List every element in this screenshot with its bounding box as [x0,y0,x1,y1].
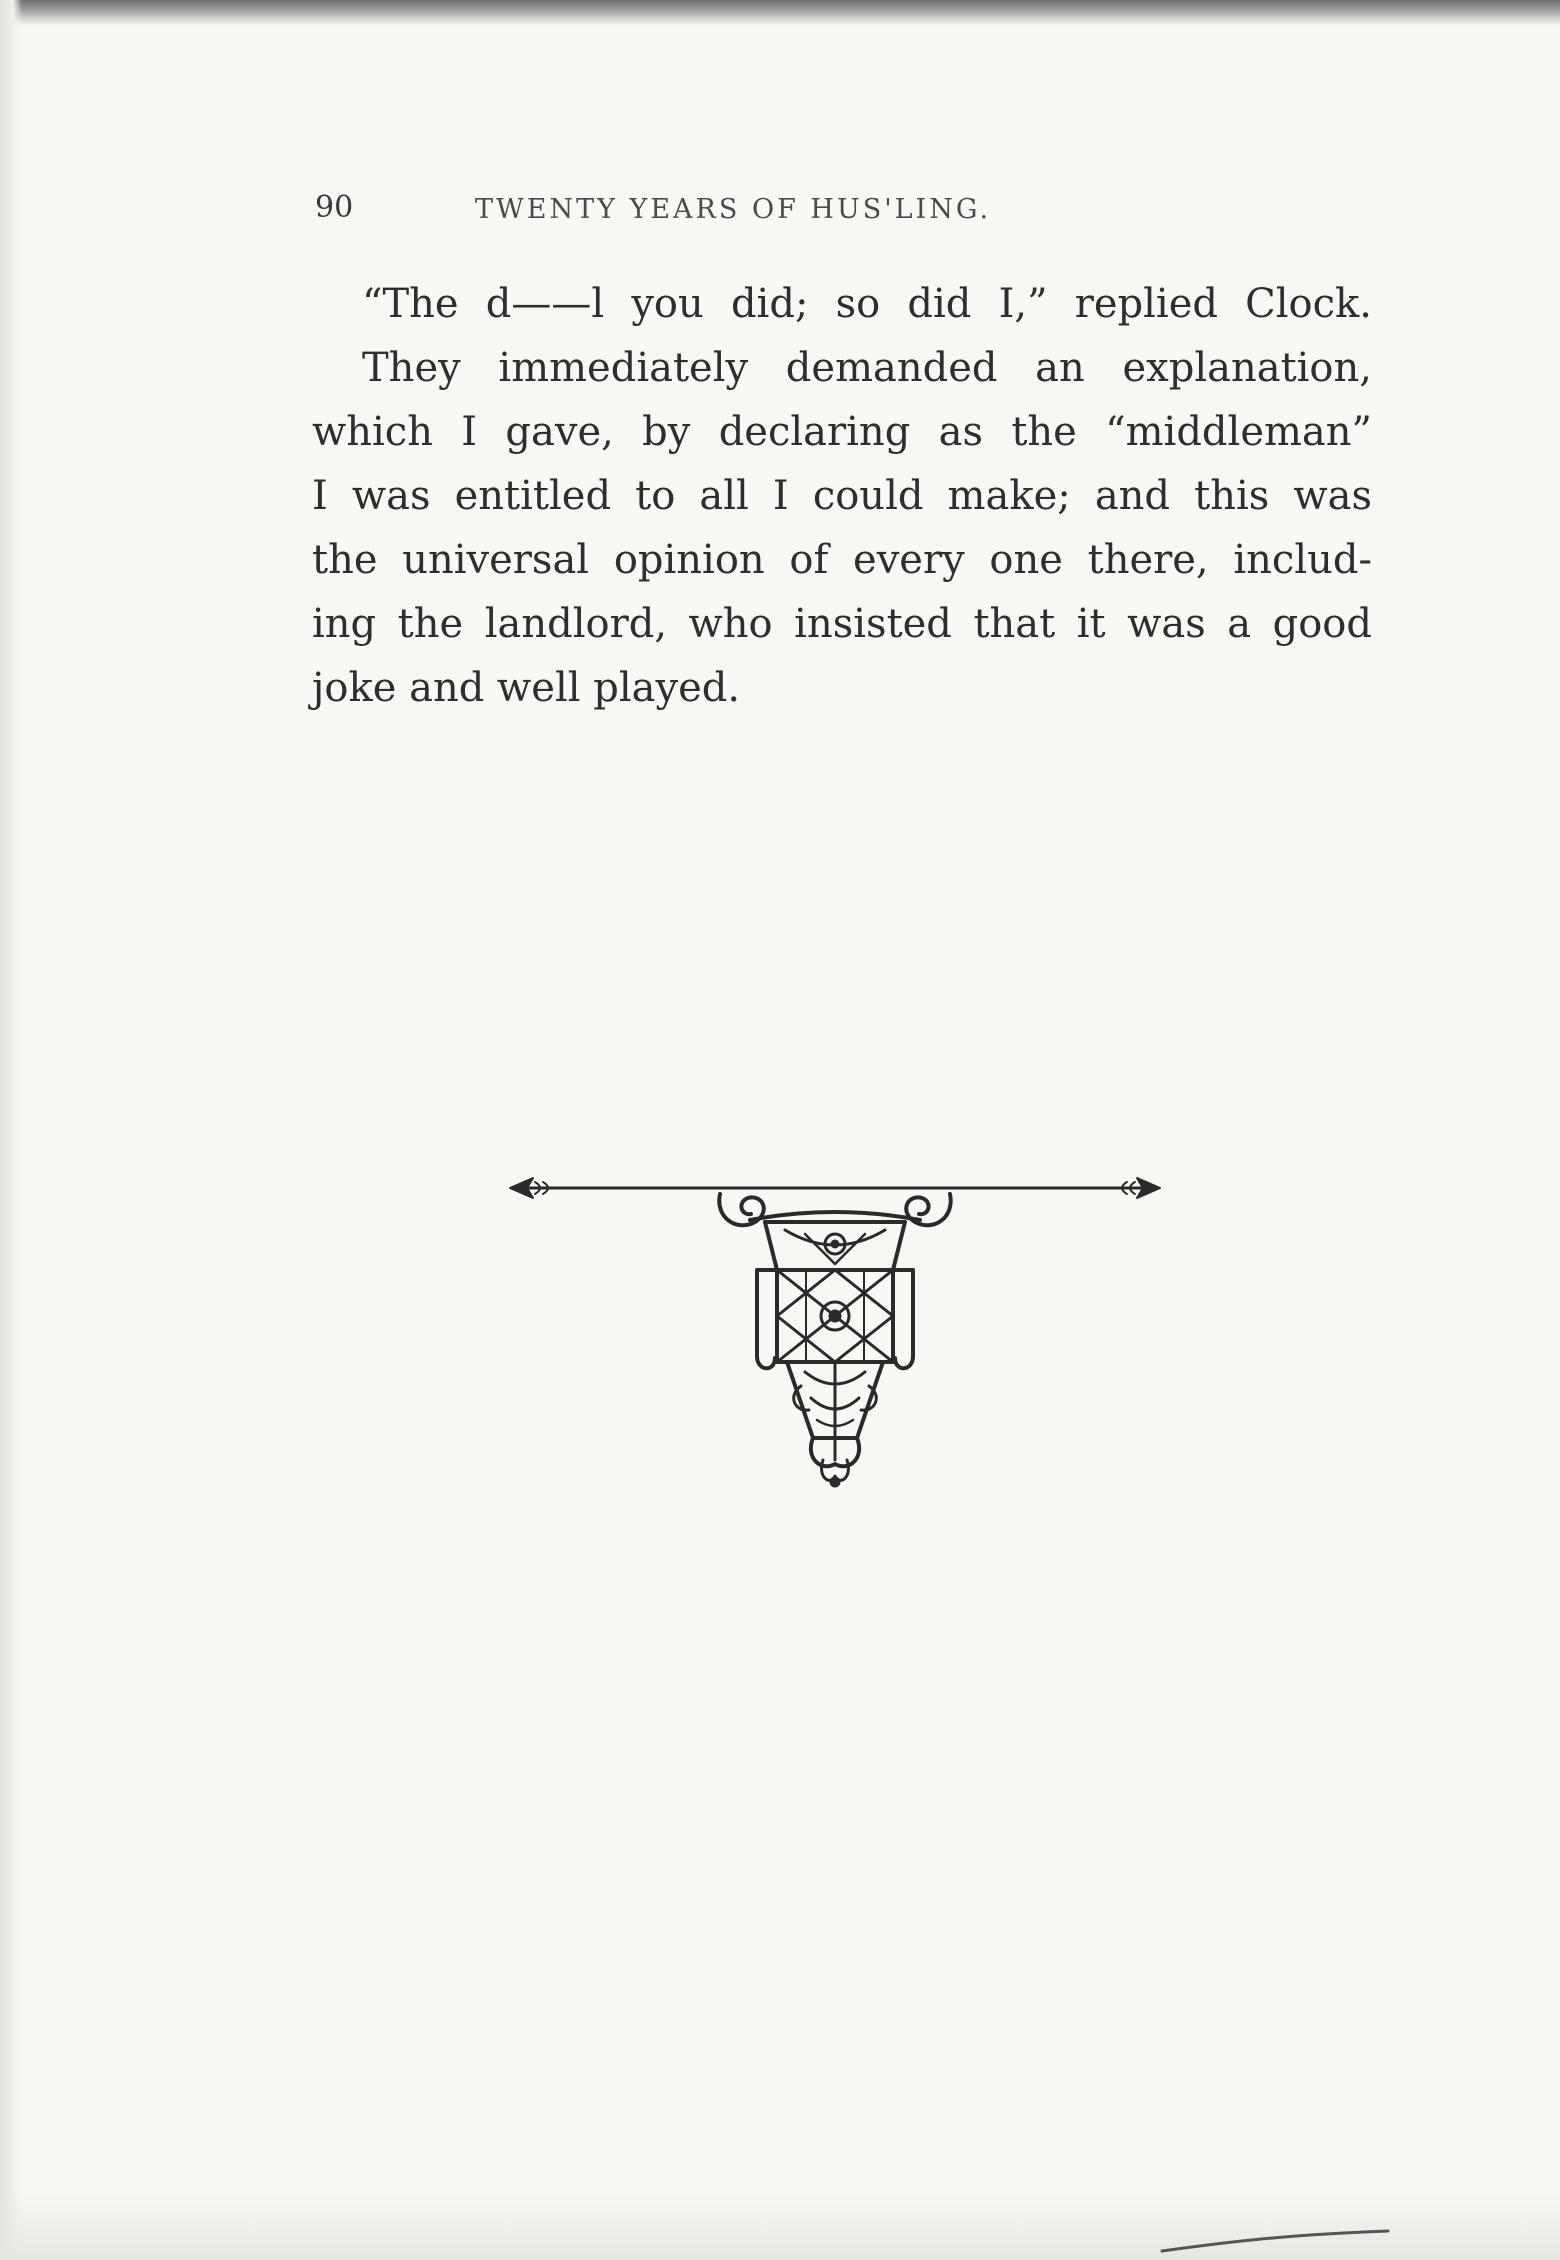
running-title: TWENTY YEARS OF HUS'LING. [475,194,992,225]
body-text [312,272,1372,720]
page-number: 90 [315,190,354,225]
text-line: which I gave, by declaring as the “middleman” [312,409,1372,455]
tailpiece-ornament [505,1160,1165,1500]
text-line: I was entitled to all I could make; and this was [312,473,1372,519]
scan-edge-left [0,0,22,2260]
text-line: “The d——l you did; so did I,” replied Clock. [362,281,1372,327]
text-line: joke and well played. [312,665,741,711]
text-line: the universal opinion of every one there, includ- [312,537,1372,583]
text-line: They immediately demanded an explanation, [362,345,1372,391]
scan-edge-top [0,0,1560,26]
text-line: ing the landlord, who insisted that it was a good [312,601,1372,647]
running-head [315,190,1375,230]
stray-pen-stroke [1160,2225,1390,2255]
